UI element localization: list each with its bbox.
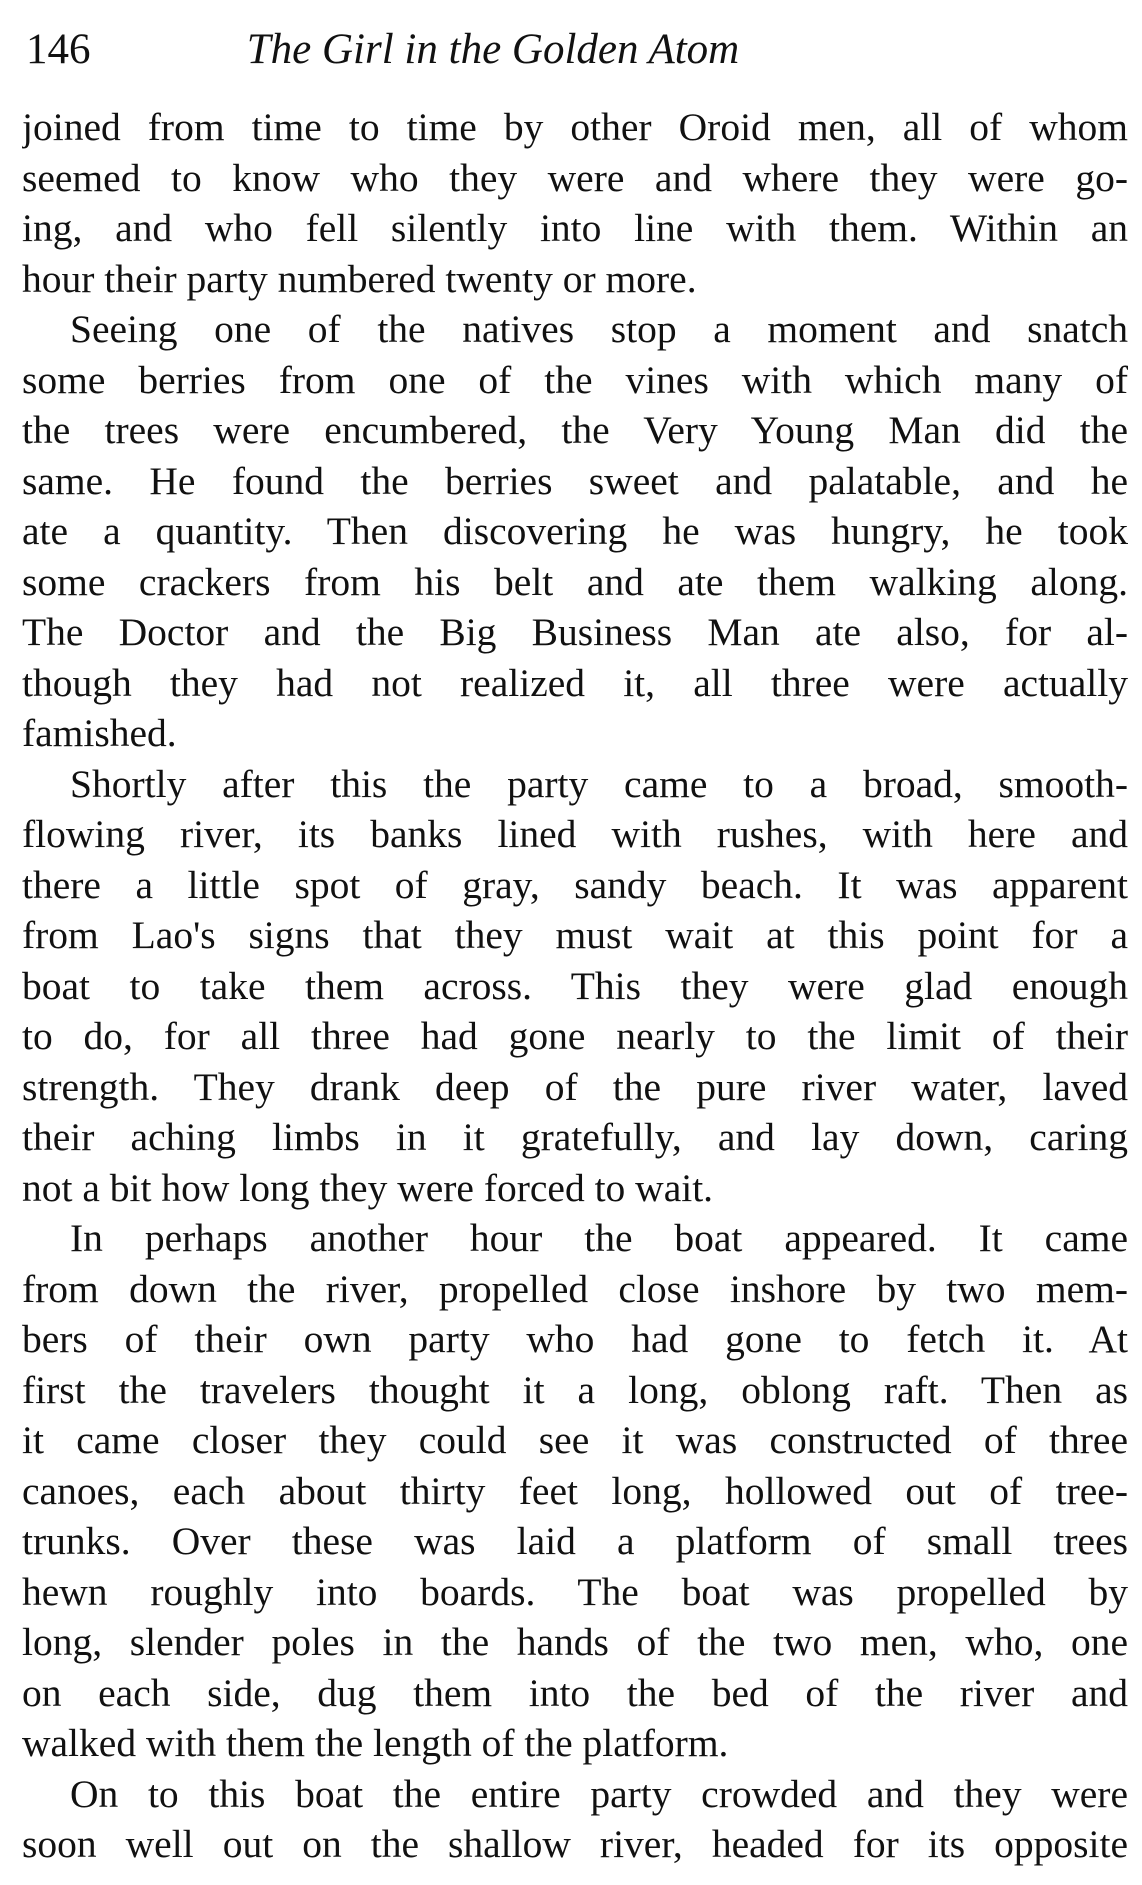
text-line: Seeing one of the natives stop a moment and snatch xyxy=(70,307,1128,351)
text-line: some berries from one of the vines with which many of xyxy=(22,357,1128,402)
text-line: On to this boat the entire party crowded and they were xyxy=(70,1771,1128,1816)
paragraph xyxy=(22,102,1128,304)
text-line: Shortly after this the party came to a broad, smooth- xyxy=(70,761,1128,806)
text-line: hour their party numbered twenty or more. xyxy=(22,256,697,301)
text-line: long, slender poles in the hands of the two men, who, one xyxy=(22,1620,1128,1664)
text-line: ate a quantity. Then discovering he was hungry, he took xyxy=(22,509,1128,553)
text-line: hewn roughly into boards. The boat was propelled by xyxy=(22,1569,1128,1614)
text-line: soon well out on the shallow river, headed for its opposite xyxy=(22,1822,1128,1866)
paragraph xyxy=(22,304,1128,759)
text-line: some crackers from his belt and ate them walking along. xyxy=(22,559,1128,604)
text-line: the trees were encumbered, the Very Young Man did the xyxy=(22,408,1128,452)
paragraph xyxy=(22,1213,1128,1769)
text-line: from down the river, propelled close inshore by two mem- xyxy=(22,1266,1128,1311)
text-line: to do, for all three had gone nearly to the limit of their xyxy=(22,1014,1128,1058)
text-line: first the travelers thought it a long, oblong raft. Then as xyxy=(22,1367,1128,1412)
text-line: flowing river, its banks lined with rushes, with here and xyxy=(22,812,1128,856)
text-line: joined from time to time by other Oroid men, all of whom xyxy=(22,105,1128,149)
text-line: bers of their own party who had gone to fetch it. At xyxy=(22,1317,1128,1361)
text-line: on each side, dug them into the bed of the river and xyxy=(22,1670,1128,1715)
paragraph xyxy=(22,759,1128,1214)
running-head xyxy=(26,10,1126,90)
text-line: same. He found the berries sweet and palatable, and he xyxy=(22,458,1128,503)
text-line: their aching limbs in it gratefully, and lay down, caring xyxy=(22,1115,1128,1159)
text-line: The Doctor and the Big Business Man ate also, for al- xyxy=(22,610,1128,654)
paragraph xyxy=(22,1769,1128,1870)
text-line: boat to take them across. This they were glad enough xyxy=(22,963,1128,1008)
text-line: not a bit how long they were forced to wait. xyxy=(22,1165,714,1210)
text-line: walked with them the length of the platform. xyxy=(22,1721,729,1765)
text-line: there a little spot of gray, sandy beach. It was apparent xyxy=(22,862,1128,907)
text-line: famished. xyxy=(22,711,177,755)
text-line: from Lao's signs that they must wait at this point for a xyxy=(22,913,1128,957)
page-number: 146 xyxy=(26,26,91,73)
text-line: In perhaps another hour the boat appeared. It came xyxy=(70,1216,1128,1260)
text-line: trunks. Over these was laid a platform of small trees xyxy=(22,1519,1128,1563)
text-line: seemed to know who they were and where they were go- xyxy=(22,155,1128,200)
text-line: strength. They drank deep of the pure river water, laved xyxy=(22,1064,1128,1109)
body-text xyxy=(22,102,1128,1877)
text-line: it came closer they could see it was constructed of three xyxy=(22,1418,1128,1462)
text-line: though they had not realized it, all three were actually xyxy=(22,660,1128,705)
book-title: The Girl in the Golden Atom xyxy=(246,26,740,73)
text-line: canoes, each about thirty feet long, hollowed out of tree- xyxy=(22,1468,1128,1513)
text-line: ing, and who fell silently into line with them. Within an xyxy=(22,206,1128,250)
